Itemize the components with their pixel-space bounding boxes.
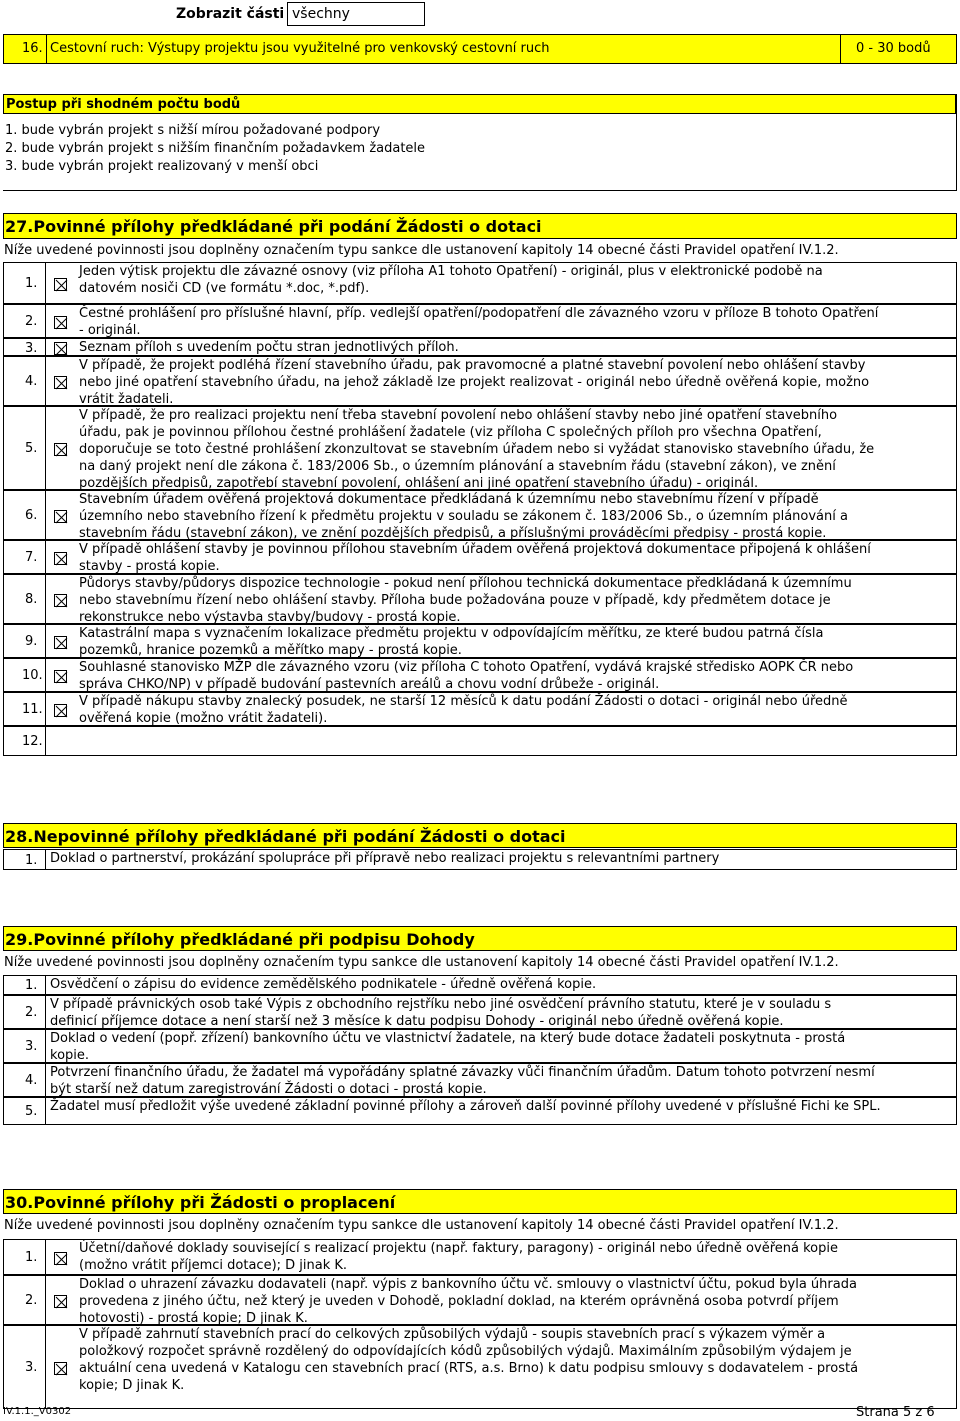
section-30-title: 30.Povinné přílohy při Žádosti o proplacení	[3, 1189, 957, 1214]
item-text: Doklad o vedení (popř. zřízení) bankovního účtu ve vlastnictví žadatele, na který bude dotace žadateli poskytnuta - prostá kopie.	[50, 1031, 846, 1063]
footer-code: IV.1.1._V0302	[3, 1406, 72, 1417]
tie-break-item: 2. bude vybrán projekt s nižším finančním požadavkem žadatele	[5, 141, 426, 156]
item-number: 2.	[25, 1293, 38, 1308]
item-text: Doklad o uhrazení závazku dodavateli (např. výpis z bankovního účtu vč. smlouvy o vlastnictví účtu, pokud byla úhrada provedena z jiného účtu, než který je uveden v Dohodě, pokladní doklad, na kterém oprávněná osoba potvrdí příjem hotovosti) - prostá kopie; D jinak K.	[79, 1277, 857, 1326]
tie-break-item: 1. bude vybrán projekt s nižší mírou požadované podpory	[5, 123, 381, 138]
item-number: 5.	[25, 1104, 38, 1119]
list-item	[3, 1325, 957, 1409]
section-30-note: Níže uvedené povinnosti jsou doplněny označením typu sankce dle ustanovení kapitoly 14 obecné části Pravidel opatření IV.1.2.	[4, 1218, 839, 1233]
checkbox-checked-icon[interactable]	[54, 594, 67, 607]
item-text: Potvrzení finančního úřadu, že žadatel má vypořádány splatné závazky vůči finančním úřadům. Datum tohoto potvrzení nesmí být starší než datum zaregistrování Žádosti o dotaci - prostá kopie.	[50, 1065, 875, 1097]
item-number: 2.	[25, 314, 38, 329]
list-item	[3, 356, 957, 406]
checkbox-checked-icon[interactable]	[54, 510, 67, 523]
checkbox-checked-icon[interactable]	[54, 1252, 67, 1265]
item-number: 11.	[22, 702, 43, 717]
list-item	[3, 1029, 957, 1063]
item-text: Souhlasné stanovisko MŽP dle závazného vzoru (viz příloha C tohoto Opatření, vydává krajské středisko AOPK ČR nebo správa CHKO/NP) v případě budování pastevních areálů a chovu vodní drůbeže - originál.	[79, 660, 854, 692]
item-text: Stavebním úřadem ověřená projektová dokumentace předkládaná k územnímu nebo stavebnímu řízení v případě územního nebo stavebního řízení k předmětu projektu v souladu se zákonem č. 183/2006 Sb., o územním plánování a stavebním řádu (stavební zákon), ve znění pozdějších předpisů, a příslušnými prováděcími předpisy - prostá kopie.	[79, 492, 848, 541]
list-item	[3, 995, 957, 1029]
item-number: 8.	[25, 592, 38, 607]
list-item	[3, 1063, 957, 1097]
list-item	[3, 1275, 957, 1325]
row-16	[3, 34, 957, 64]
list-item	[3, 726, 957, 756]
list-item	[3, 692, 957, 726]
item-number: 10.	[22, 668, 43, 683]
checkbox-checked-icon[interactable]	[54, 316, 67, 329]
checkbox-checked-icon[interactable]	[54, 552, 67, 565]
item-number: 1.	[25, 1250, 38, 1265]
list-item	[3, 490, 957, 540]
item-number: 6.	[25, 508, 38, 523]
item-number: 3.	[25, 1039, 38, 1054]
item-number: 3.	[25, 1360, 38, 1375]
item-text: Účetní/daňové doklady související s realizací projektu (např. faktury, paragony) - originál nebo úředně ověřená kopie (možno vrátit příjemci dotace); D jinak K.	[79, 1241, 838, 1273]
checkbox-checked-icon[interactable]	[54, 704, 67, 717]
list-item	[3, 338, 957, 356]
tie-break-item: 3. bude vybrán projekt realizovaný v menší obci	[5, 159, 319, 174]
item-number: 3.	[25, 341, 38, 356]
list-item	[3, 1239, 957, 1275]
item-number: 2.	[25, 1005, 38, 1020]
item-number: 5.	[25, 441, 38, 456]
item-number: 12.	[22, 734, 43, 749]
section-27-title: 27.Povinné přílohy předkládané při podání Žádosti o dotaci	[3, 213, 957, 239]
list-item	[3, 304, 957, 338]
list-item	[3, 1097, 957, 1125]
item-text: Jeden výtisk projektu dle závazné osnovy (viz příloha A1 tohoto Opatření) - originál, plus v elektronické podobě na datovém nosiči CD (ve formátu *.doc, *.pdf).	[79, 264, 823, 296]
item-number: 4.	[25, 374, 38, 389]
item-number: 9.	[25, 634, 38, 649]
item-number: 4.	[25, 1073, 38, 1088]
row-16-text: Cestovní ruch: Výstupy projektu jsou využitelné pro venkovský cestovní ruch	[50, 41, 550, 56]
list-item	[3, 262, 957, 304]
filter-label: Zobrazit části	[176, 6, 285, 22]
checkbox-checked-icon[interactable]	[54, 670, 67, 683]
filter-value: všechny	[292, 6, 350, 22]
list-item	[3, 624, 957, 658]
item-text: V případě zahrnutí stavebních prací do celkových způsobilých výdajů - soupis stavebních prací s výkazem výměr a položkový rozpočet správně rozdělený do odpovídajících kódů způsobilých výdajů. Maximálním způsobilým výdajem je aktuální cena uvedená v Katalogu cen stavebních prací (RTS, a.s. Brno) k datu podpisu smlouvy s dodavatelem - prostá kopie; D jinak K.	[79, 1327, 859, 1393]
list-item	[3, 975, 957, 995]
item-text: Žadatel musí předložit výše uvedené základní povinné přílohy a zároveň další povinné přílohy uvedené v příslušné Fichi ke SPL.	[50, 1099, 881, 1114]
item-text: Doklad o partnerství, prokázání spolupráce při přípravě nebo realizaci projektu s relevantními partnery	[50, 851, 720, 866]
tie-break-block	[3, 94, 957, 191]
list-item	[3, 540, 957, 574]
item-text: V případě nákupu stavby znalecký posudek, ne starší 12 měsíců k datu podání Žádosti o dotaci - originál nebo úředně ověřená kopie (možno vrátit žadateli).	[79, 694, 848, 726]
checkbox-checked-icon[interactable]	[54, 342, 67, 355]
item-number: 1.	[25, 852, 38, 868]
checkbox-checked-icon[interactable]	[54, 278, 67, 291]
item-text: Půdorys stavby/půdorys dispozice technologie - pokud není přílohou technická dokumentace předkládaná k územnímu nebo stavebnímu řízení nebo ohlášení stavby. Příloha bude požadována pouze v případě, kdy předmětem dotace je rekonstrukce nebo výstavba stavby/budovy - prostá kopie.	[79, 576, 852, 625]
list-item	[3, 406, 957, 490]
section-29-note: Níže uvedené povinnosti jsou doplněny označením typu sankce dle ustanovení kapitoly 14 obecné části Pravidel opatření IV.1.2.	[4, 955, 839, 970]
item-text: V případě ohlášení stavby je povinnou přílohou stavebním úřadem ověřená projektová dokumentace připojená k ohlášení stavby - prostá kopie.	[79, 542, 871, 574]
row-16-number: 16.	[22, 41, 43, 56]
item-text: Čestné prohlášení pro příslušné hlavní, příp. vedlejší opatření/podopatření dle závazného vzoru v příloze B tohoto Opatření - originál.	[79, 306, 879, 338]
list-item	[3, 574, 957, 624]
checkbox-checked-icon[interactable]	[54, 443, 67, 456]
item-number: 1.	[25, 276, 38, 291]
list-item	[3, 658, 957, 692]
checkbox-checked-icon[interactable]	[54, 376, 67, 389]
item-text: V případě, že projekt podléhá řízení stavebního úřadu, pak pravomocné a platné stavební povolení nebo ohlášení stavby nebo jiné opatření stavebního úřadu, na jehož základě lze projekt realizovat - originál nebo úředně ověřená kopie, možno vrátit žadateli.	[79, 358, 870, 407]
item-number: 7.	[25, 550, 38, 565]
item-text: Katastrální mapa s vyznačením lokalizace předmětu projektu v odpovídajícím měřítku, ze které budou patrná čísla pozemků, hranice pozemků a měřítko mapy - prostá kopie.	[79, 626, 824, 658]
list-item	[3, 849, 957, 870]
checkbox-checked-icon[interactable]	[54, 1362, 67, 1375]
filter-select[interactable]	[287, 2, 425, 26]
item-text: Osvědčení o zápisu do evidence zemědělského podnikatele - úředně ověřená kopie.	[50, 977, 597, 992]
footer-page: Strana 5 z 6	[856, 1405, 935, 1420]
item-text: V případě, že pro realizaci projektu není třeba stavební povolení nebo ohlášení stavby nebo jiné opatření stavebního úřadu, pak je povinnou přílohou čestné prohlášení žadatele (viz příloha C společných příloh pro všechna Opatření, doporučuje se toto čestné prohlášení zkonzultovat se stavebním úřadem nebo si vyžádat stanovisko stavebního úřadu, že na daný projekt není dle zákona č. 183/2006 Sb., o územním plánování a stavebním řádu (stavební zákon), ve znění pozdějších předpisů, zapotřebí stavební povolení, ohlášení ani jiné opatření stavebního úřadu) - originál.	[79, 408, 875, 491]
item-text: V případě právnických osob také Výpis z obchodního rejstříku nebo jiné osvědčení právního statutu, které je v souladu s definicí příjemce dotace a není starší než 3 měsíce k datu podpisu Dohody - originál nebo úředně ověřená kopie.	[50, 997, 832, 1029]
section-29-title: 29.Povinné přílohy předkládané při podpisu Dohody	[3, 926, 957, 951]
section-27-note: Níže uvedené povinnosti jsou doplněny označením typu sankce dle ustanovení kapitoly 14 obecné části Pravidel opatření IV.1.2.	[4, 243, 839, 258]
tie-break-title: Postup při shodném počtu bodů	[3, 94, 956, 114]
item-number: 1.	[25, 978, 38, 993]
item-text: Seznam příloh s uvedením počtu stran jednotlivých příloh.	[79, 340, 459, 355]
checkbox-checked-icon[interactable]	[54, 1295, 67, 1308]
section-28-title: 28.Nepovinné přílohy předkládané při podání Žádosti o dotaci	[3, 823, 957, 848]
checkbox-checked-icon[interactable]	[54, 636, 67, 649]
row-16-points: 0 - 30 bodů	[856, 41, 931, 56]
